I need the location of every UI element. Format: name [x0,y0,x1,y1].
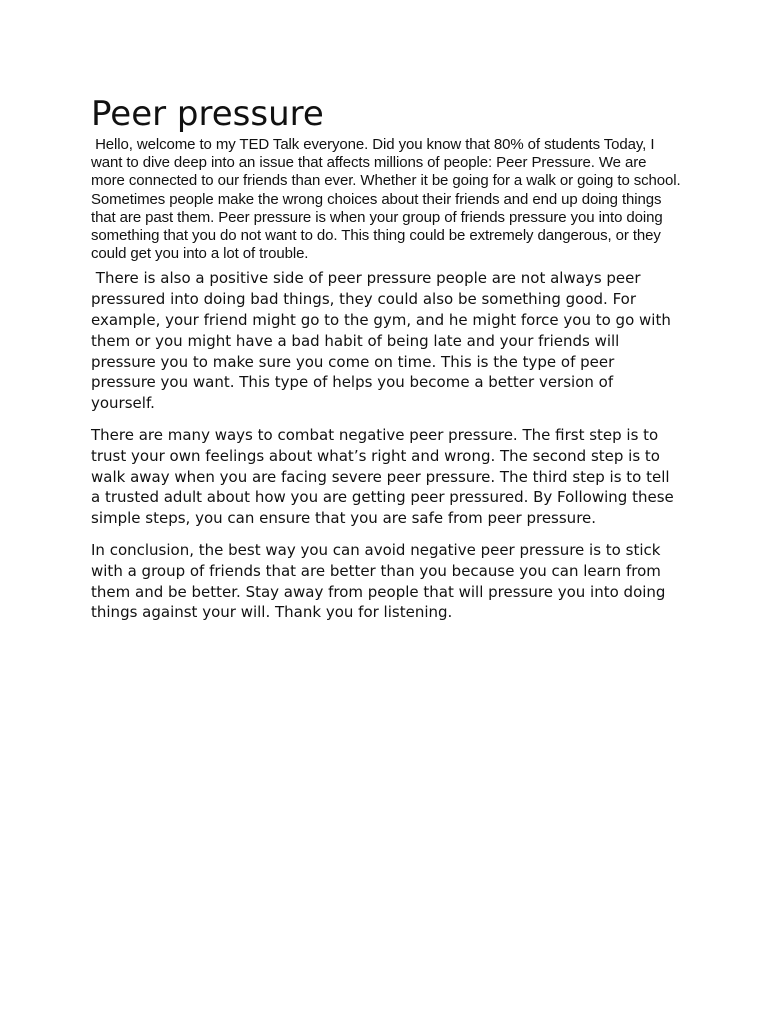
paragraph-intro: Hello, welcome to my TED Talk everyone. Did you know that 80% of students Today, I want to dive deep into an issue that affects millions of people: Peer Pressure. We are more connected to our friends than ever. Whether it be going for a walk or going to school. Sometimes people make the wrong choices about their friends and end up doing things that are past them. Peer pressure is when your group of friends pressure you into doing something that you do not want to do. This thing could be extremely dangerous, or they could get you into a lot of trouble. [91,136,685,263]
paragraph-combat-steps: There are many ways to combat negative peer pressure. The first step is to trust your own feelings about what’s right and wrong. The second step is to walk away when you are facing severe peer pressure. The third step is to tell a trusted adult about how you are getting peer pressured. By Following these simple steps, you can ensure that you are safe from peer pressure. [91,426,674,528]
page-title: Peer pressure [91,94,324,134]
paragraph-positive-side: There is also a positive side of peer pressure people are not always peer pressured into doing bad things, they could also be something good. For example, your friend might go to the gym, and he might force you to go with them or you might have a bad habit of being late and your friends will pressure you to make sure you come on time. This is the type of peer pressure you want. This type of helps you become a better version of yourself. [91,269,676,413]
paragraph-conclusion: In conclusion, the best way you can avoid negative peer pressure is to stick with a group of friends that are better than you because you can learn from them and be better. Stay away from people that will pressure you into doing things against your will. Thank you for listening. [91,540,666,622]
document-body [91,94,685,623]
